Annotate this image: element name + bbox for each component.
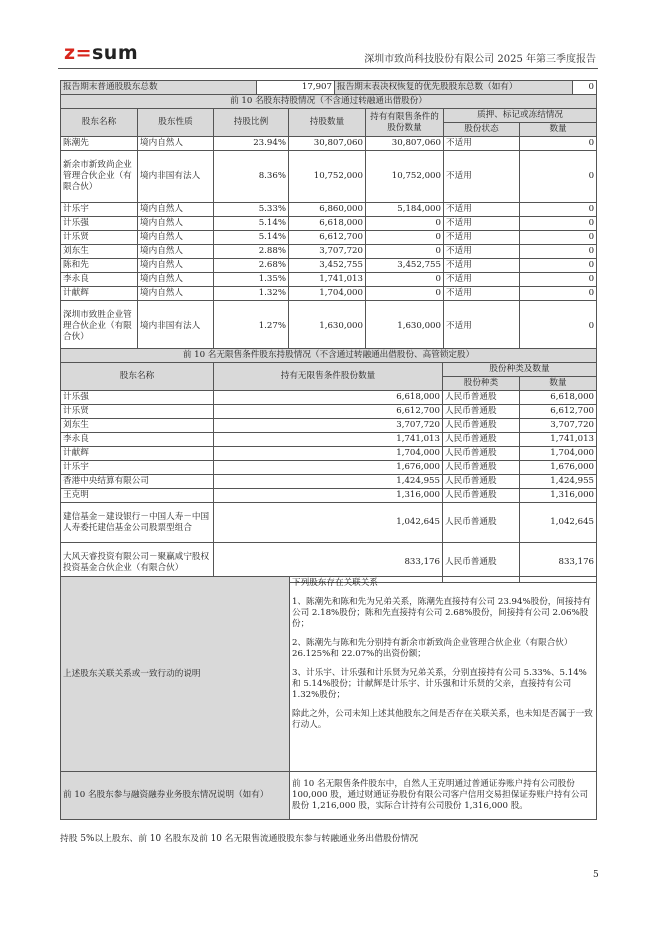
- table-row: 陈和先 境内自然人 2.68% 3,452,755 3,452,755 不适用 0: [61, 259, 597, 273]
- report-title: 深圳市致尚科技股份有限公司 2025 年第三季度报告: [364, 54, 596, 65]
- col-restricted: 持有有限售条件的股份数量: [366, 109, 444, 137]
- relations-text: 下列股东存在关联关系 1、陈潮先和陈和先为兄弟关系，陈潮先直接持有公司 23.94%股份，间接持有公司 2.18%股份；陈和先直接持有公司 2.68%股份，间接持有公司 2.06%股份； 2、陈潮先与陈和先分别持有新余市新致尚企业管理合伙企业（有限合伙）26.125%和 22.07%的出资份额； 3、计乐宇、计乐强和计乐贤为兄弟关系，分别直接持有公司 5.33%、5.14%和 5.14%股份；计献辉是计乐宇、计乐强和计乐贤的父亲，直接持有公司 1.32%股份； 除此之外，公司未知上述其他股东之间是否存在关联关系，也未知是否属于一致行动人。: [290, 577, 597, 772]
- col-pledge-status: 股份状态: [444, 123, 520, 137]
- table-row: 李永良 境内自然人 1.35% 1,741,013 0 不适用 0: [61, 273, 597, 287]
- table-row: 刘东生 3,707,720 人民币普通股 3,707,720: [61, 419, 597, 433]
- table-row: 刘东生 境内自然人 2.88% 3,707,720 0 不适用 0: [61, 245, 597, 259]
- pref-holders-value: 0: [573, 81, 597, 95]
- table-row: 计献辉 境内自然人 1.32% 1,704,000 0 不适用 0: [61, 287, 597, 301]
- table-row: 计献辉 1,704,000 人民币普通股 1,704,000: [61, 447, 597, 461]
- table-row: 计乐贤 境内自然人 5.14% 6,612,700 0 不适用 0: [61, 231, 597, 245]
- pref-holders-label: 报告期末表决权恢复的优先股股东总数（如有）: [335, 81, 573, 95]
- unrestricted-title: 前 10 名无限售条件股东持股情况（不含通过转融通出借股份、高管锁定股）: [61, 349, 597, 363]
- col-qty: 持股数量: [289, 109, 366, 137]
- table-row: 建信基金－建设银行－中国人寿－中国人寿委托建信基金公司股票型组合 1,042,645 人民币普通股 1,042,645: [61, 503, 597, 543]
- total-holders-label: 报告期末普通股股东总数: [61, 81, 257, 95]
- top10-title: 前 10 名股东持股情况（不含通过转融通出借股份）: [61, 95, 597, 109]
- notes-table: [60, 576, 597, 820]
- table-row: 计乐宇 1,676,000 人民币普通股 1,676,000: [61, 461, 597, 475]
- ucol-name: 股东名称: [61, 363, 214, 391]
- col-nature: 股东性质: [138, 109, 214, 137]
- ucol-type-qty: 数量: [520, 377, 597, 391]
- top10-table: [60, 94, 597, 353]
- col-pledge-qty: 数量: [520, 123, 597, 137]
- margin-text: 前 10 名无限售条件股东中，自然人王克明通过普通证券账户持有公司股份 100,000 股，通过财通证券股份有限公司客户信用交易担保证券账户持有公司股份 1,216,000 股，实际合计持有公司股份 1,316,000 股。: [290, 772, 597, 820]
- table-row: 陈潮先 境内自然人 23.94% 30,807,060 30,807,060 不适用 0: [61, 137, 597, 151]
- summary-table: [60, 80, 597, 95]
- table-row: 计乐宇 境内自然人 5.33% 6,860,000 5,184,000 不适用 0: [61, 203, 597, 217]
- relations-label: 上述股东关联关系或一致行动的说明: [61, 577, 290, 772]
- page-header: [58, 42, 598, 69]
- table-row: 计乐强 6,618,000 人民币普通股 6,618,000: [61, 391, 597, 405]
- page-number: 5: [593, 870, 599, 880]
- table-row: 深圳市致胜企业管理合伙企业（有限合伙） 境内非国有法人 1.27% 1,630,000 1,630,000 不适用 0: [61, 301, 597, 353]
- ucol-type: 股份种类: [443, 377, 520, 391]
- margin-label: 前 10 名股东参与融资融券业务股东情况说明（如有）: [61, 772, 290, 820]
- table-row: 计乐强 境内自然人 5.14% 6,618,000 0 不适用 0: [61, 217, 597, 231]
- table-row: 李永良 1,741,013 人民币普通股 1,741,013: [61, 433, 597, 447]
- col-pledge-group: 质押、标记或冻结情况: [444, 109, 597, 123]
- total-holders-value: 17,907: [257, 81, 335, 95]
- unrestricted-table: [60, 348, 597, 583]
- col-name: 股东名称: [61, 109, 138, 137]
- table-row: 王克明 1,316,000 人民币普通股 1,316,000: [61, 489, 597, 503]
- col-ratio: 持股比例: [214, 109, 289, 137]
- company-logo: z=sum: [64, 42, 139, 64]
- ucol-type-group: 股份种类及数量: [443, 363, 597, 377]
- ucol-qty: 持有无限售条件股份数量: [214, 363, 443, 391]
- footer-note: 持股 5%以上股东、前 10 名股东及前 10 名无限售流通股股东参与转融通业务出借股份情况: [60, 834, 419, 844]
- table-row: 计乐贤 6,612,700 人民币普通股 6,612,700: [61, 405, 597, 419]
- table-row: 新余市新致尚企业管理合伙企业（有限合伙） 境内非国有法人 8.36% 10,752,000 10,752,000 不适用 0: [61, 151, 597, 203]
- table-row: 大风天睿投资有限公司－聚赢咸宁股权投资基金合伙企业（有限合伙） 833,176 人民币普通股 833,176: [61, 543, 597, 583]
- table-row: 香港中央结算有限公司 1,424,955 人民币普通股 1,424,955: [61, 475, 597, 489]
